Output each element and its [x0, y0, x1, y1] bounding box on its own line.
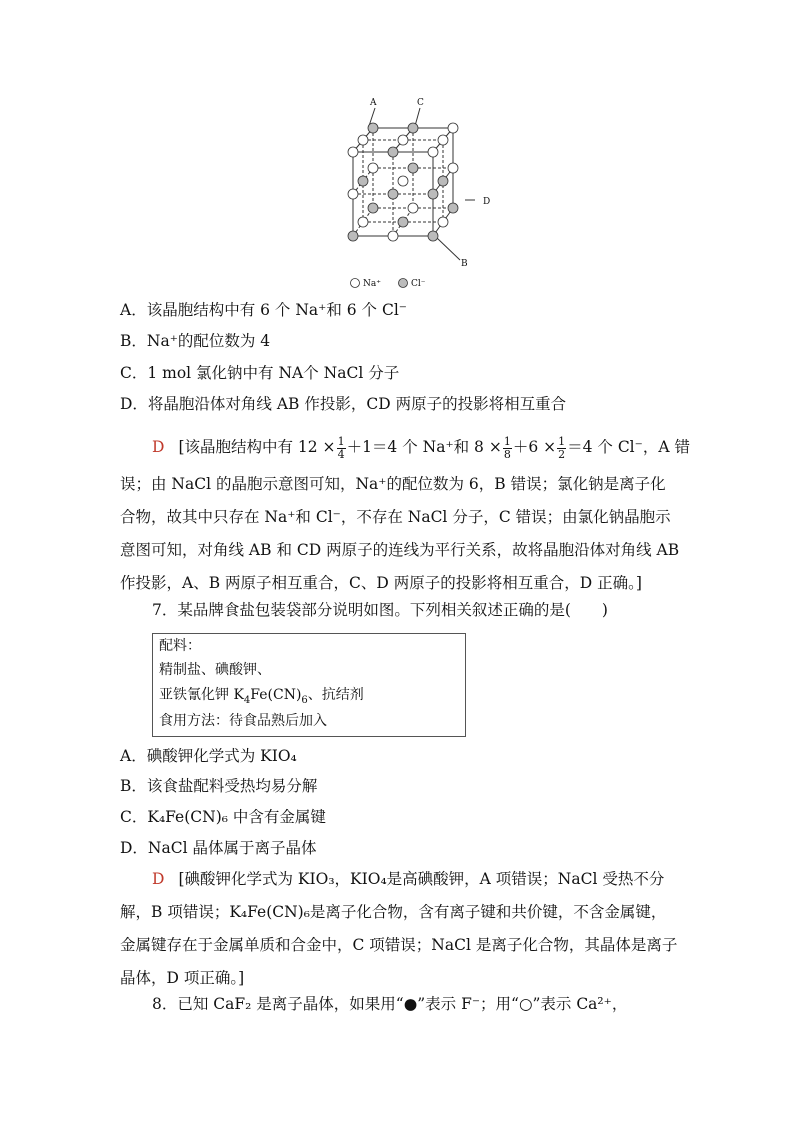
q6-explanation-line1: [152, 432, 690, 462]
legend-na: Na⁺: [363, 279, 381, 289]
q8-stem: 8．已知 CaF₂ 是离子晶体，如果用“●”表示 F⁻；用“○”表示 Ca²⁺，: [152, 995, 628, 1013]
fraction-1-2: $\frac{1}{2}$: [558, 434, 566, 461]
box-line-3: 亚铁氰化钾 $K_4Fe(CN)_6$、抗结剂: [159, 687, 364, 706]
fraction-1-8: $\frac{1}{8}$: [503, 434, 511, 461]
legend-cl: Cl⁻: [411, 279, 426, 289]
q6-exp-part1: ＋1＝4 个 Na⁺和 8 ×: [346, 438, 502, 456]
q6-option-c: C．1 mol 氯化钠中有 NA个 NaCl 分子: [120, 364, 400, 382]
q6-option-d: D．将晶胞沿体对角线 AB 作投影，CD 两原子的投影将相互重合: [120, 395, 567, 413]
q6-answer: D: [152, 438, 165, 456]
q6-exp-part3: ＝4 个 Cl⁻，A 错: [567, 438, 690, 456]
box-line-1: 配料：: [159, 638, 201, 654]
label-d: D: [483, 197, 491, 207]
q6-option-b: B．Na⁺的配位数为 4: [120, 332, 271, 350]
label-b: B: [461, 259, 468, 269]
nacl-unit-cell-figure: [325, 88, 505, 298]
q6-explanation-rest: 误；由 NaCl 的晶胞示意图可知，Na⁺的配位数为 6，B 错误；氯化钠是离子化合物，故其中只存在 Na⁺和 Cl⁻，不存在 NaCl 分子，C 错误；由氯化钠晶胞示意图可知，对角线 AB 和 CD 两原子的连线为平行关系，故将晶胞沿体对角线 AB 作投影，A、B 两原子相互重合，C、D 两原子的投影将相互重合，D 正确。]: [120, 475, 680, 592]
q7-explanation: D [碘酸钾化学式为 KIO₃，KIO₄是高碘酸钾，A 项错误；NaCl 受热不分解，B 项错误；K₄Fe(CN)₆是离子化合物，含有离子键和共价键，不含金属键，金属键存在于金属单质和合金中，C 项错误；NaCl 是离子化合物，其晶体是离子晶体，D 项正确。]: [120, 870, 678, 987]
q7-stem: 7．某品牌食盐包装袋部分说明如图。下列相关叙述正确的是( ): [152, 601, 608, 619]
label-a: A: [370, 98, 377, 108]
label-c: C: [417, 98, 424, 108]
box-line-4: 食用方法：待食品熟后加入: [159, 713, 327, 729]
q7-option-b: B．该食盐配料受热均易分解: [120, 777, 318, 795]
q7-option-a: A．碘酸钾化学式为 KIO₄: [120, 747, 297, 765]
q7-answer: D: [152, 870, 165, 888]
q7-option-d: D．NaCl 晶体属于离子晶体: [120, 839, 317, 857]
salt-package-label: [152, 633, 466, 737]
q6-exp-start: [该晶胞结构中有 12 ×: [178, 438, 336, 456]
q7-option-c: C．K₄Fe(CN)₆ 中含有金属键: [120, 808, 326, 826]
q6-option-a: A．该晶胞结构中有 6 个 Na⁺和 6 个 Cl⁻: [120, 301, 407, 319]
box-line-2: 精制盐、碘酸钾、: [159, 662, 271, 678]
fraction-1-4: $\frac{1}{4}$: [337, 434, 345, 461]
q6-exp-part2: ＋6 ×: [512, 438, 557, 456]
